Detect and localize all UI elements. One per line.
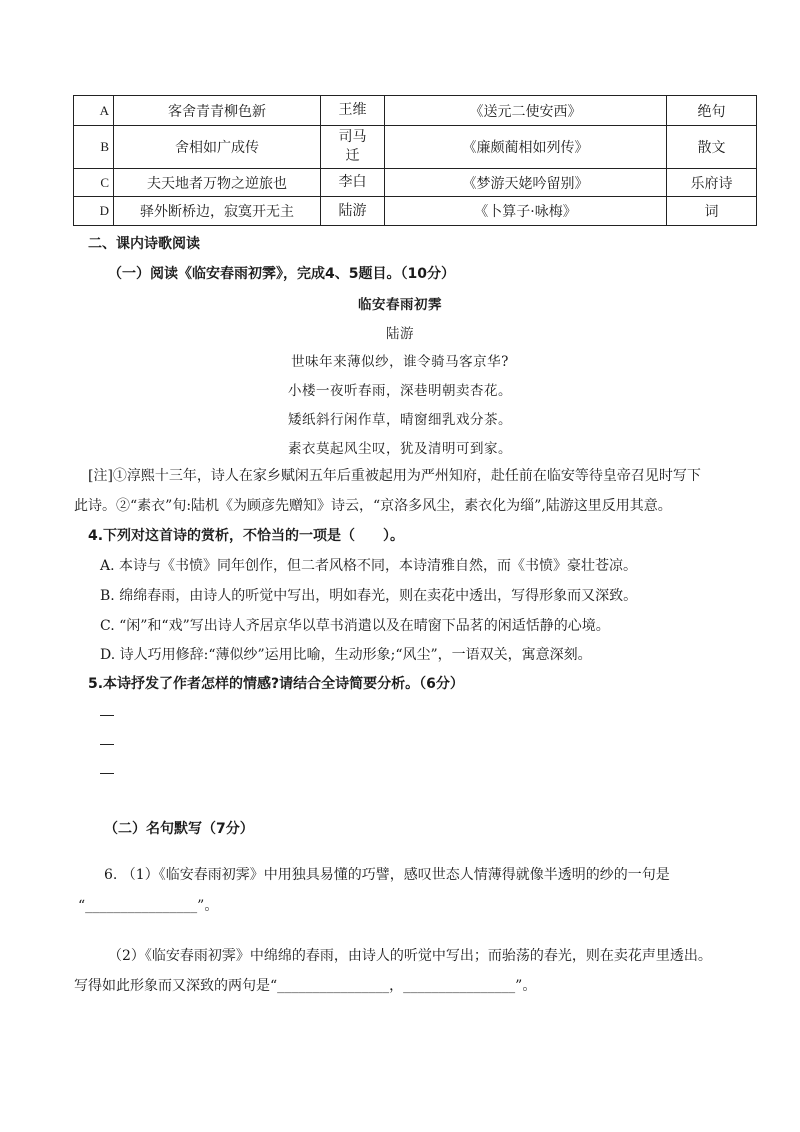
table-row [74,126,757,169]
answer-line [100,715,114,716]
table-cell-label: C [74,169,114,197]
table-row [74,96,757,126]
table-cell-label: A [74,96,114,126]
table-cell-label: B [74,126,114,169]
table-row [74,169,757,197]
question-6-1: 6. （1）《临安春雨初霁》中用独具易懂的巧譬，感叹世态人情薄得就像半透明的纱的一句是 [104,867,670,883]
answer-line [100,744,114,745]
poem-line: 小楼一夜听春雨，深巷明朝卖杏花。 [288,383,512,399]
table-cell-label: D [74,197,114,226]
question-6-2: （2）《临安春雨初霁》中绵绵的春雨，由诗人的听觉中写出；而骀荡的春光，则在卖花声里透出。 [108,948,712,964]
poem-note: 此诗。②“素衣”旬:陆机《为顾彦先赠知》诗云，“京洛多风尘，素衣化为缁”,陆游这里反用其意。 [74,498,672,514]
table-cell-author: 陆游 [321,197,385,226]
table-cell-quote: 客舍青青柳色新 [114,96,321,126]
poem-line: 素衣莫起风尘叹，犹及清明可到家。 [288,441,512,457]
literature-table [73,95,757,226]
poem-line: 矮纸斜行闲作草，晴窗细乳戏分茶。 [288,412,512,428]
question-4-option-c: C. “闲”和“戏”写出诗人齐居京华以草书消遣以及在晴窗下品茗的闲适恬静的心境。 [100,618,610,634]
table-cell-genre: 散文 [667,126,757,169]
question-4-option-d: D. 诗人巧用修辞:“薄似纱”运用比喻，生动形象;“风尘”，一语双关，寓意深刻。 [100,647,592,663]
table-row [74,197,757,226]
table-cell-author: 李白 [321,169,385,197]
table-cell-work: 《送元二使安西》 [385,96,667,126]
table-cell-genre: 词 [667,197,757,226]
section-heading: 二、课内诗歌阅读 [88,236,200,252]
question-6-2-blank: 写得如此形象而又深致的两句是“________________，________________”。 [74,978,537,994]
question-4-option-b: B. 绵绵春雨，由诗人的听觉中写出，明如春光，则在卖花中透出，写得形象而又深致。 [100,588,638,604]
table-cell-author: 王维 [321,96,385,126]
table-cell-quote: 驿外断桥边，寂寞开无主 [114,197,321,226]
question-4-stem: 4.下列对这首诗的赏析，不恰当的一项是（ ）。 [88,528,405,544]
subsection-heading: （一）阅读《临安春雨初霁》，完成4、5题目。（10分） [108,266,455,282]
table-cell-genre: 乐府诗 [667,169,757,197]
table-cell-work: 《廉颇蔺相如列传》 [385,126,667,169]
question-6-1-blank: “________________”。 [78,898,219,914]
question-5-stem: 5.本诗抒发了作者怎样的情感?请结合全诗简要分析。（6分） [88,676,464,692]
answer-line [100,773,114,774]
poem-line: 世味年来薄似纱，谁令骑马客京华? [291,354,509,370]
table-cell-quote: 夫天地者万物之逆旅也 [114,169,321,197]
table-cell-genre: 绝句 [667,96,757,126]
question-4-option-a: A. 本诗与《书愤》同年创作，但二者风格不同，本诗清雅自然，而《书愤》豪壮苍凉。 [100,558,638,574]
poem-title: 临安春雨初霁 [358,297,442,313]
table-cell-author: 司马 迁 [321,126,385,169]
poem-note: [注]①淳熙十三年，诗人在家乡赋闲五年后重被起用为严州知府，赴任前在临安等待皇帝召见时写下 [88,468,701,484]
table-cell-work: 《梦游天姥吟留别》 [385,169,667,197]
subsection-heading: （二）名句默写（7分） [104,821,254,837]
table-cell-quote: 舍相如广成传 [114,126,321,169]
table-cell-work: 《卜算子·咏梅》 [385,197,667,226]
poem-author: 陆游 [386,326,414,342]
